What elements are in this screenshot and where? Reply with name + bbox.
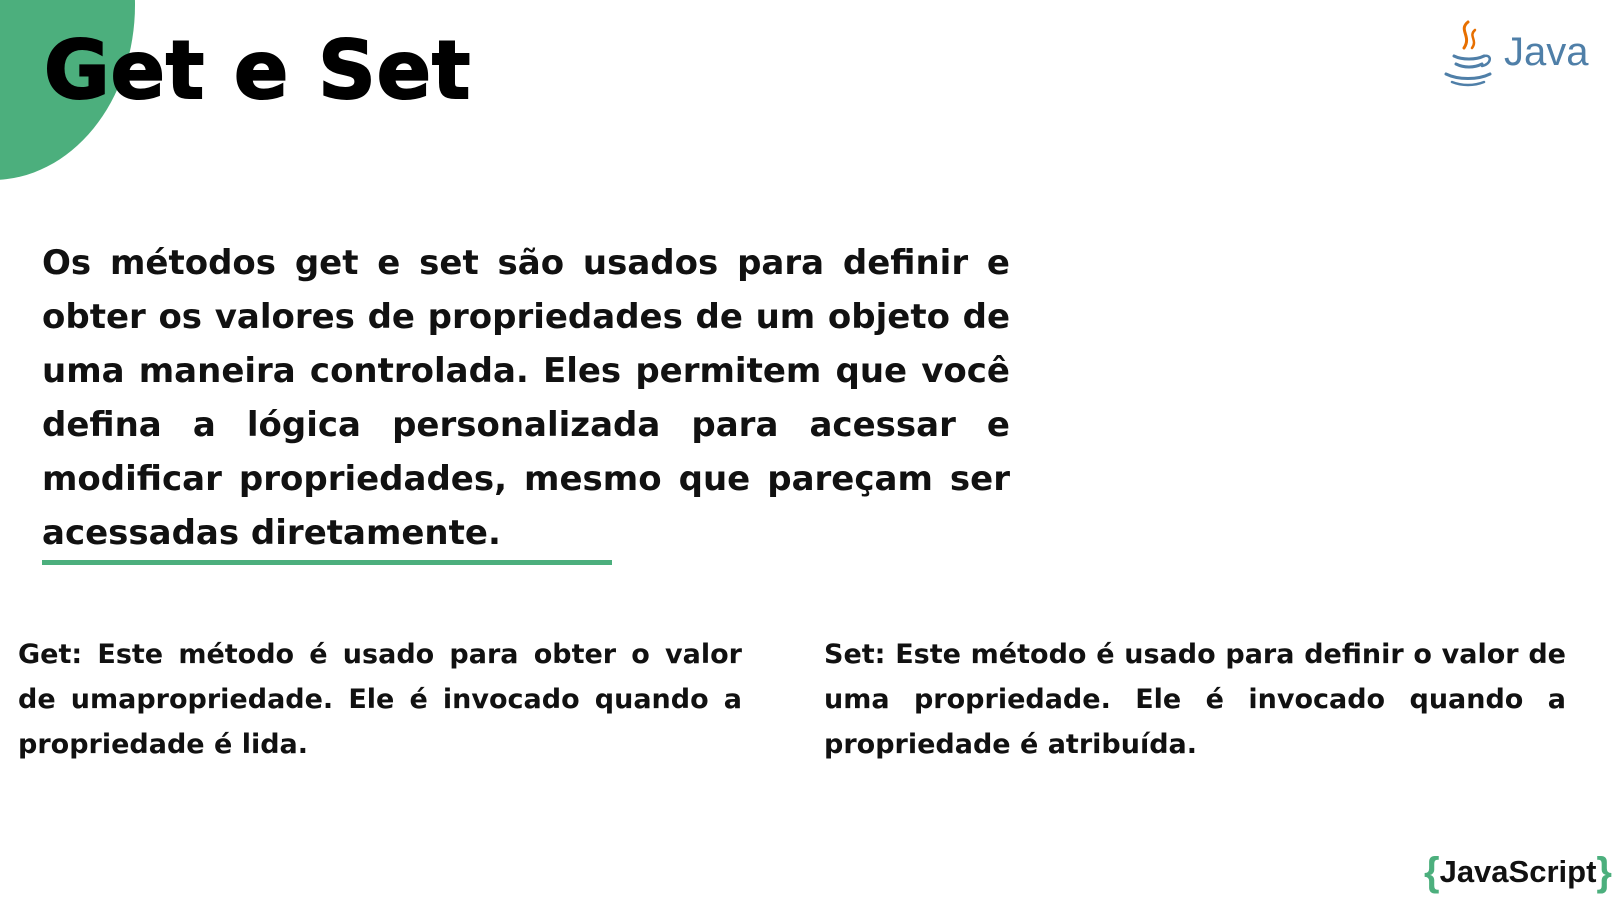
java-wordmark: Java — [1504, 30, 1589, 74]
accent-underline — [42, 560, 612, 565]
slide-title: Get e Set — [44, 24, 472, 117]
javascript-wordmark: JavaScript — [1439, 854, 1597, 889]
intro-paragraph: Os métodos get e set são usados para definir e obter os valores de propriedades de um objeto de uma maneira controlada. Eles permitem que você defina a lógica personalizada para acessar e modificar propriedades, mesmo que pareçam ser acessadas diretamente. — [42, 243, 1010, 553]
set-description: Set: Este método é usado para definir o valor de uma propriedade. Ele é invocado quando a propriedade é atribuída. — [824, 639, 1566, 760]
javascript-logo — [1424, 852, 1612, 900]
close-brace-icon: } — [1596, 850, 1612, 894]
get-description: Get: Este método é usado para obter o valor de umapropriedade. Ele é invocado quando a propriedade é lida. — [18, 639, 742, 760]
java-logo — [1438, 18, 1588, 98]
open-brace-icon: { — [1424, 850, 1440, 894]
java-coffee-cup-icon — [1438, 18, 1498, 90]
